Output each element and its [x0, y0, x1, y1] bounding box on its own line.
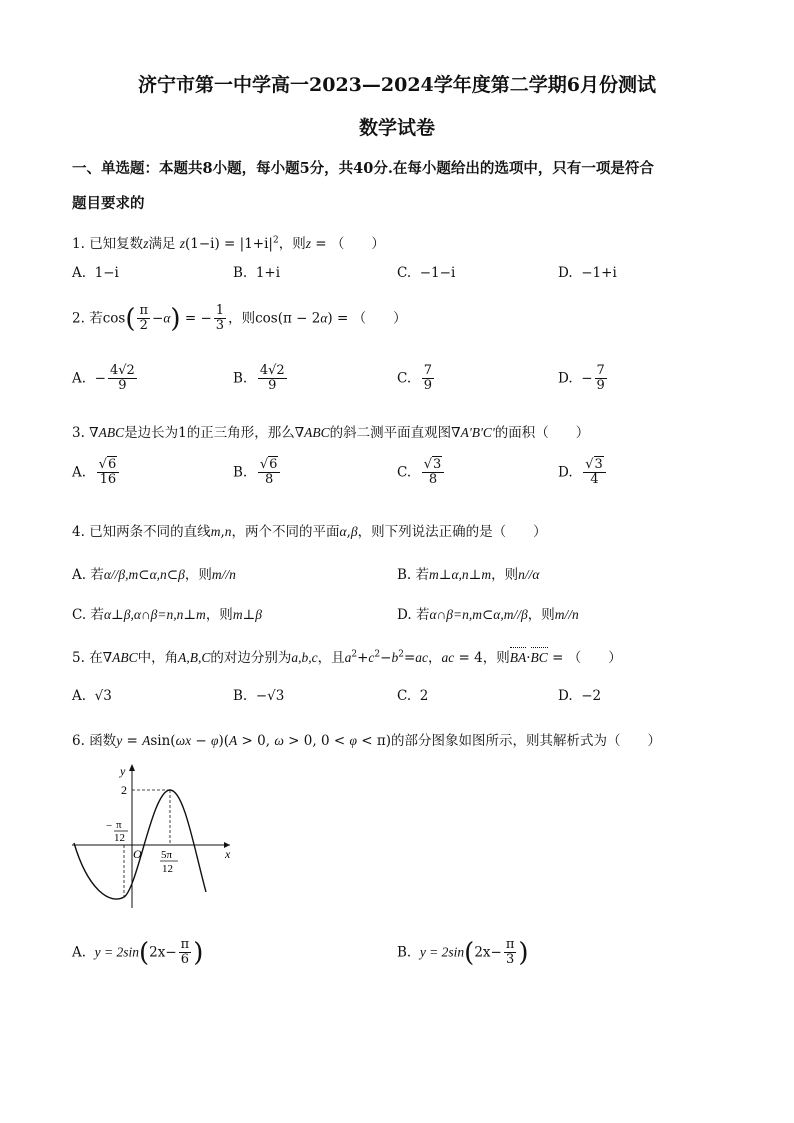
question-text: 若 — [89, 310, 103, 327]
section-heading-line1: 一、单选题：本题共8小题，每小题5分，共40分.在每小题给出的选项中，只有一项是符合 — [72, 160, 654, 177]
option-d: D. $\frac{√3}{4}$ — [558, 458, 608, 488]
option-a: A. 1−i — [72, 265, 119, 281]
option-c: C. $\frac{√3}{8}$ — [397, 458, 446, 488]
option-b: B. $\frac{4√2}{9}$ — [233, 363, 285, 394]
page-title: 济宁市第一中学高一2023—2024学年度第二学期6月份测试 — [138, 74, 656, 96]
question-bracket: （ ） — [352, 310, 407, 327]
option-a: A. − $\frac{4√2}{9}$ — [72, 363, 135, 394]
question-text: 函数 — [89, 733, 117, 749]
question-bracket: （ ） — [567, 650, 622, 666]
question-text: 的斜二测平面直观图 — [329, 425, 452, 441]
question-text: ， — [428, 650, 442, 666]
x-axis-label: x — [225, 847, 231, 861]
question-text: 中，角 — [137, 650, 179, 666]
option-b: B. y = 2sin(2x− $\frac{\pi}{3}$ ) — [397, 937, 529, 968]
option-c: C. $\frac{7}{9}$ — [397, 363, 433, 394]
option-b: B. $\frac{√6}{8}$ — [233, 458, 282, 488]
question-text: 已知两条不同的直线 — [89, 524, 211, 540]
question-6: 6. 函数y = Asin(ωx − φ)(A > 0, ω > 0, 0 < φ < π)的部分图象如图所示，则其解析式为（ ） — [72, 733, 661, 749]
origin-label: O — [133, 847, 142, 861]
option-a: A. 若α//β,m⊂α,n⊂β，则m//n — [72, 567, 236, 583]
option-c: C. 2 — [397, 688, 429, 704]
question-text: 的部分图象如图所示，则其解析式为（ ） — [390, 733, 661, 749]
question-text: 的面积（ ） — [494, 425, 590, 441]
question-text: ，则 — [278, 236, 306, 252]
question-1: 1. 已知复数z满足 $z(1-i) = |1+i|^2$，则z = （ ） — [72, 235, 385, 252]
question-2: 2. 若cos( $\frac{\pi}{2}$ −α) = − $\frac{1}{3}$ ，则cos(π − 2α) = （ ） — [72, 303, 407, 334]
question-text: 的对边分别为 — [210, 650, 292, 666]
page-subtitle: 数学试卷 — [358, 117, 435, 139]
option-d: D. 若α∩β=n,m⊂α,m//β，则m//n — [397, 607, 579, 623]
question-number: 3. — [72, 425, 85, 441]
question-number: 4. — [72, 524, 85, 540]
option-a: A. √3 — [72, 688, 112, 704]
option-c: C. −1−i — [397, 265, 456, 281]
question-5: 5. 在∇ABC中，角A,B,C的对边分别为a,b,c，且$a^2+c^2-b^2=ac$，ac = 4，则BA·BC = （ ） — [72, 649, 622, 666]
question-4: 4. 已知两条不同的直线m,n，两个不同的平面α,β，则下列说法正确的是（ ） — [72, 524, 547, 540]
question-text: 已知复数 — [89, 236, 144, 252]
option-b: B. 1+i — [233, 265, 281, 281]
option-c: C. 若α⊥β,α∩β=n,n⊥m，则m⊥β — [72, 607, 262, 623]
option-b: B. −√3 — [233, 688, 285, 704]
y-axis-label: y — [120, 764, 126, 778]
question-3: 3. ∇ABC是边长为1的正三角形，那么∇ABC的斜二测平面直观图∇A'B'C'的面积（ ） — [72, 425, 590, 441]
pos-tick-numerator: 5π — [161, 849, 173, 861]
y-axis-arrow-icon — [129, 764, 135, 771]
option-b: B. 若m⊥α,n⊥m，则n//α — [397, 567, 540, 583]
question-text: ，则 — [482, 650, 510, 666]
question-number: 5. — [72, 650, 85, 666]
neg-tick-numerator: π — [116, 819, 122, 831]
equation: z — [179, 236, 186, 251]
option-a: A. $\frac{√6}{16}$ — [72, 458, 121, 488]
amplitude-label: 2 — [121, 783, 127, 797]
question-text: ，且 — [317, 650, 345, 666]
sine-graph — [70, 760, 240, 910]
option-d: D. − $\frac{7}{9}$ — [558, 363, 605, 394]
neg-tick-denominator: 12 — [114, 832, 125, 844]
question-text: ，则 — [228, 310, 256, 327]
question-bracket: （ ） — [330, 236, 385, 252]
neg-tick-sign: − — [106, 820, 113, 832]
question-text: ，则下列说法正确的是（ ） — [357, 524, 547, 540]
option-a: A. y = 2sin(2x− $\frac{\pi}{6}$ ) — [72, 937, 204, 968]
option-d: D. −1+i — [558, 265, 617, 281]
question-number: 2. — [72, 310, 85, 327]
option-d: D. −2 — [558, 688, 602, 704]
question-text: 在 — [89, 650, 103, 666]
question-number: 1. — [72, 236, 85, 252]
question-text: ，两个不同的平面 — [231, 524, 340, 540]
question-number: 6. — [72, 733, 85, 749]
question-text: 满足 — [148, 236, 176, 252]
section-heading-line2: 题目要求的 — [72, 195, 145, 212]
question-text: 是边长为1的正三角形，那么 — [124, 425, 295, 441]
pos-tick-denominator: 12 — [162, 863, 173, 875]
